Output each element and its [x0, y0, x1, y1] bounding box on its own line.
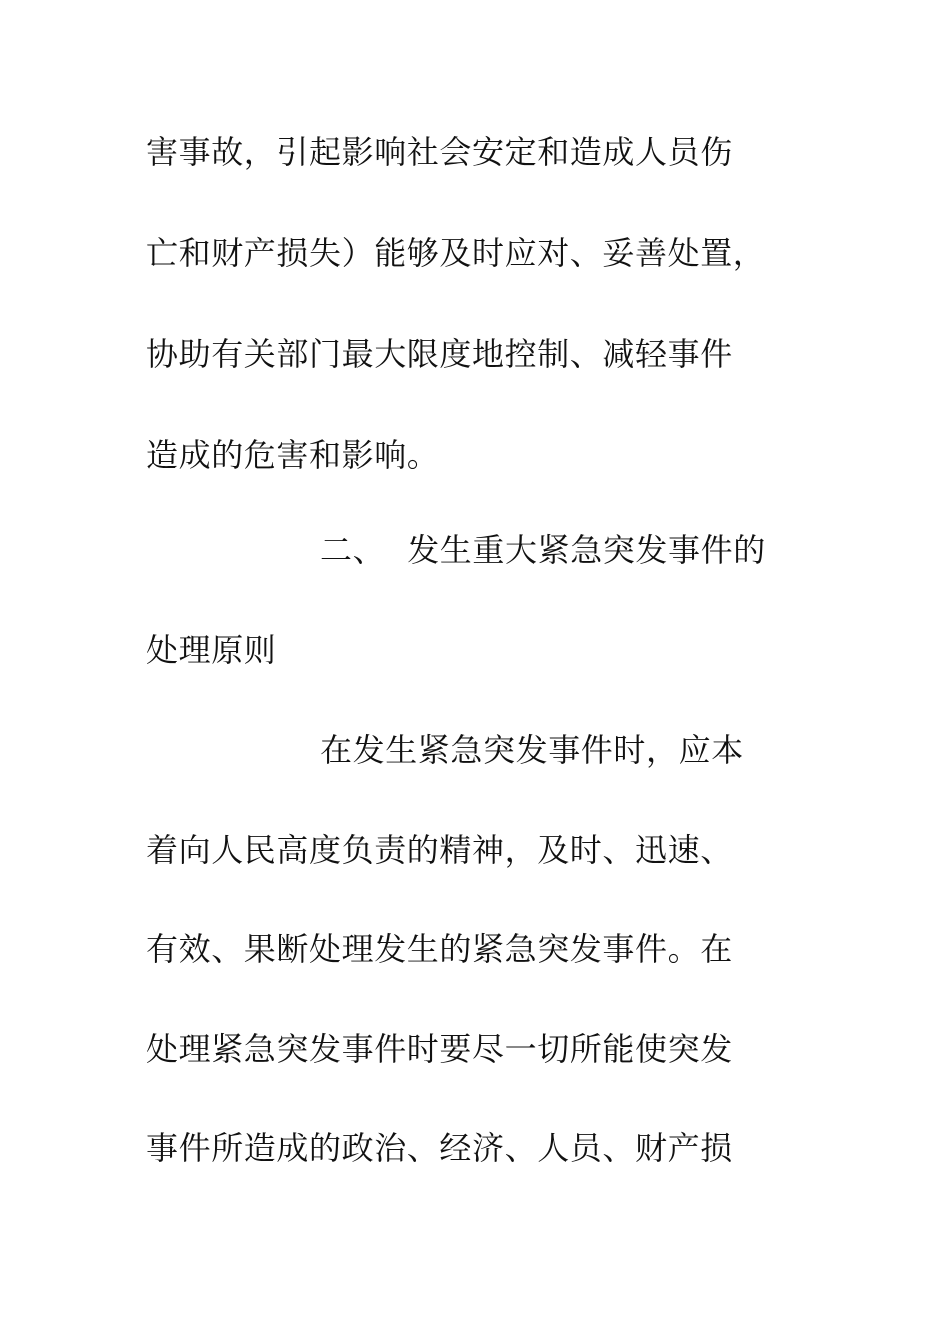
paragraph-line: 有效、果断处理发生的紧急突发事件。在 [146, 930, 733, 968]
section-heading [320, 530, 766, 570]
heading-title: 发生重大紧急突发事件的 [407, 531, 766, 569]
heading-title-continuation: 处理原则 [146, 631, 277, 669]
heading-number: 二、 [320, 531, 386, 569]
paragraph-line: 着向人民高度负责的精神，及时、迅速、 [146, 831, 733, 869]
paragraph-line: 亡和财产损失）能够及时应对、妥善处置， [146, 234, 766, 272]
paragraph-line: 害事故，引起影响社会安定和造成人员伤 [146, 133, 733, 171]
paragraph-line: 事件所造成的政治、经济、人员、财产损 [146, 1129, 733, 1167]
paragraph-line: 造成的危害和影响。 [146, 436, 440, 474]
paragraph-line: 在发生紧急突发事件时，应本 [320, 731, 744, 769]
paragraph-line: 处理紧急突发事件时要尽一切所能使突发 [146, 1030, 733, 1068]
paragraph-line: 协助有关部门最大限度地控制、减轻事件 [146, 335, 733, 373]
